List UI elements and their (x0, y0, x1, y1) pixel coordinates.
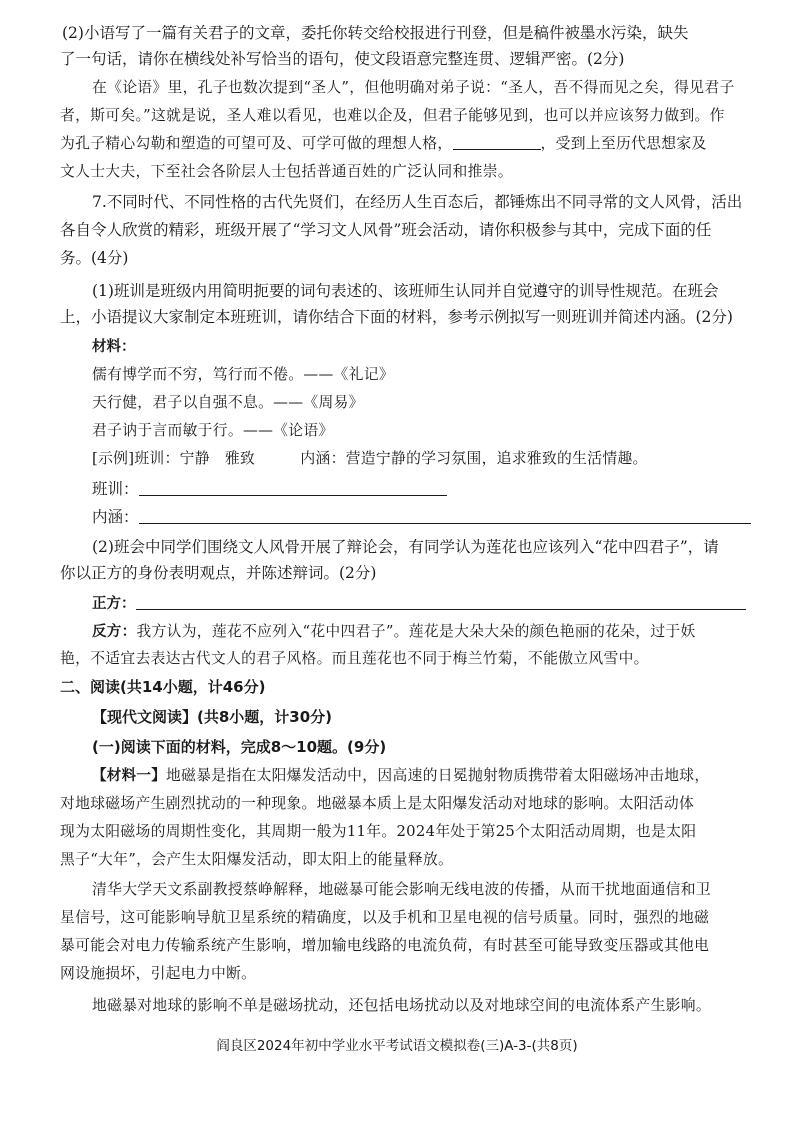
q7-1-line1: (1)班训是班级内用简明扼要的词句表述的、该班师生认同并自觉遵守的训导性规范。在班会 (92, 282, 719, 300)
zhengfang-row (92, 592, 752, 614)
q7-intro-line3: 务。(4分) (60, 249, 129, 267)
q6-2-text-line3 (60, 133, 760, 155)
q6-2-text-line3a: 为孔子精心勾勒和塑造的可望可及、可学可做的理想人格， (60, 135, 453, 152)
page-footer: 阎良区2024年初中学业水平考试语文模拟卷(三)A-3-(共8页) (216, 1038, 578, 1054)
q7-2-line2: 你以正方的身份表明观点，并陈述辩词。(2分) (60, 564, 377, 582)
q6-2-text-line1: 在《论语》里，孔子也数次提到“圣人”，但他明确对弟子说：“圣人，吾不得而见之矣，得见君子 (92, 79, 735, 96)
material1-line3: 现为太阳磁场的周期性变化，其周期一般为11年。2024年处于第25个太阳活动周期，也是太阳 (60, 823, 697, 840)
section2-heading: 二、阅读(共14小题，计46分) (60, 678, 266, 696)
q6-2-prompt-line2: 了一句话，请你在横线处补写恰当的语句，使文段语意完整连贯、逻辑严密。(2分) (60, 50, 625, 68)
banxun-row (92, 478, 792, 500)
material1-line1 (92, 765, 762, 787)
material1-p2-line1: 清华大学天文系副教授蔡峥解释，地磁暴可能会影响无线电波的传播，从而干扰地面通信和卫 (92, 881, 711, 898)
material1-p3-line1: 地磁暴对地球的影响不单是磁场扰动，还包括电场扰动以及对地球空间的电流体系产生影响。 (92, 997, 711, 1014)
neihan-label: 内涵： (92, 508, 139, 526)
q7-2-line1: (2)班会中同学们围绕文人风骨开展了辩论会，有同学认为莲花也应该列入“花中四君子”，请 (92, 538, 719, 556)
zhengfang-label: 正方： (92, 596, 136, 612)
material1-p2-line4: 网设施损坏，引起电力中断。 (60, 965, 257, 982)
material1-p2-line3: 暴可能会对电力传输系统产生影响，增加输电线路的电流负荷，有时甚至可能导致变压器或其他电 (60, 937, 710, 954)
neihan-row (92, 506, 752, 528)
material-item-1: 儒有博学而不穷，笃行而不倦。——《礼记》 (92, 366, 394, 383)
modern-reading-heading: 【现代文阅读】(共8小题，计30分) (92, 708, 333, 726)
q6-2-text-line2: 者，斯可矣。”这就是说，圣人难以看见，也难以企及，但君子能够见到，也可以并应该努力做到。作 (60, 107, 725, 124)
material-item-3: 君子讷于言而敏于行。——《论语》 (92, 422, 334, 439)
example-line: [示例]班训：宁静 雅致 内涵：营造宁静的学习氛围，追求雅致的生活情趣。 (92, 450, 648, 467)
neihan-answer-blank[interactable] (139, 507, 751, 524)
material1-text-line1: 地磁暴是指在太阳爆发活动中，因高速的日冕抛射物质携带着太阳磁场冲击地球， (166, 767, 710, 784)
material-label: 材料： (92, 339, 136, 355)
q6-2-prompt-line1: (2)小语写了一篇有关君子的文章，委托你转交给校报进行刊登，但是稿件被墨水污染，缺失 (62, 24, 689, 42)
reading-subheading: (一)阅读下面的材料，完成8～10题。(9分) (92, 738, 387, 756)
q6-2-text-line4: 文人士大夫，下至社会各阶层人士包括普通百姓的广泛认同和推崇。 (60, 163, 513, 180)
q6-2-answer-blank[interactable] (453, 133, 541, 150)
material1-label: 【材料一】 (92, 768, 166, 784)
q7-1-line2: 上，小语提议大家制定本班班训，请你结合下面的材料，参考示例拟写一则班训并简述内涵。(2分) (60, 308, 733, 326)
fanfang-text-line1: 我方认为，莲花不应列入“花中四君子”。莲花是大朵大朵的颜色艳丽的花朵，过于妖 (136, 623, 696, 640)
material1-line4: 黑子“大年”，会产生太阳爆发活动，即太阳上的能量释放。 (60, 851, 454, 868)
fanfang-label: 反方： (92, 624, 137, 640)
material1-line2: 对地球磁场产生剧烈扰动的一种现象。地磁暴本质上是太阳爆发活动对地球的影响。太阳活动体 (60, 795, 695, 812)
zhengfang-answer-blank[interactable] (136, 593, 746, 610)
banxun-answer-blank[interactable] (139, 479, 447, 496)
q6-2-text-line3b: ，受到上至历代思想家及 (540, 135, 707, 152)
q7-intro-line2: 各自令人欣赏的精彩，班级开展了“学习文人风骨”班会活动，请你积极参与其中，完成下面的任 (60, 221, 712, 239)
material1-p2-line2: 星信号，这可能影响导航卫星系统的精确度，以及手机和卫星电视的信号质量。同时，强烈的地磁 (60, 909, 710, 926)
fanfang-line2: 艳，不适宜去表达古代文人的君子风格。而且莲花也不同于梅兰竹菊，不能傲立风雪中。 (60, 650, 649, 667)
banxun-label: 班训： (92, 480, 139, 498)
q7-intro-line1: 7.不同时代、不同性格的古代先贤们，在经历人生百态后，都锤炼出不同寻常的文人风骨，活出 (92, 193, 743, 211)
material-item-2: 天行健，君子以自强不息。——《周易》 (92, 394, 364, 411)
fanfang-line1 (92, 621, 762, 643)
